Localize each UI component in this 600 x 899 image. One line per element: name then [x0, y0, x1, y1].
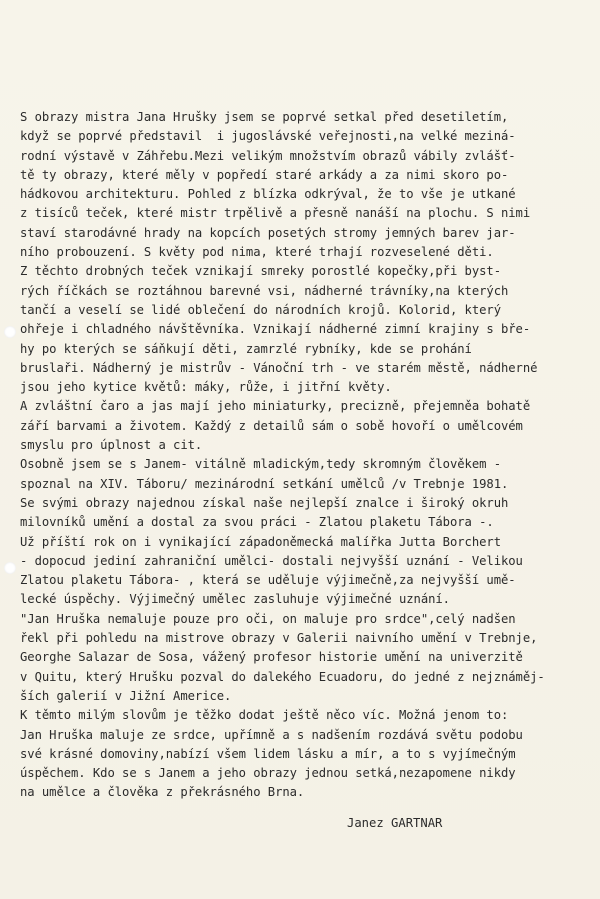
text-line: řekl při pohledu na mistrove obrazy v Galerii naivního umění v Trebnje, — [20, 631, 538, 646]
text-line: Z těchto drobných teček vznikají smreky porostlé kopečky,při byst- — [20, 264, 501, 279]
text-line: spoznal na XIV. Táboru/ mezinárodní setkání umělců /v Trebnje 1981. — [20, 476, 509, 491]
text-line: září barvami a životem. Každý z detailů sám o sobě hovoří o umělcovém — [20, 418, 523, 433]
text-line: v Quitu, který Hrušku pozval do dalekého Ecuadoru, do jedné z nejznáměj- — [20, 669, 545, 684]
text-line: ohřeje i chladného návštěvníka. Vznikají nádherné zimní krajiny s bře- — [20, 322, 531, 337]
letter-body — [20, 108, 586, 803]
text-line: smyslu pro úplnost a cit. — [20, 438, 203, 453]
text-line: z tisíců teček, které mistr trpělivě a přesně nanáší na plochu. S nimi — [20, 206, 531, 221]
text-line: Zlatou plaketu Tábora- , která se uděluje výjimečně,za nejvyšší umě- — [20, 573, 516, 588]
text-line: když se poprvé představil i jugoslávské veřejnosti,na velké meziná- — [20, 129, 516, 144]
text-line: lecké úspěchy. Výjimečný umělec zasluhuje výjimečné uznání. — [20, 592, 450, 607]
text-line: Osobně jsem se s Janem- vitálně mladickým,tedy skromným člověkem - — [20, 457, 501, 472]
text-line: Se svými obrazy najednou získal naše nejlepší znalce i široký okruh — [20, 495, 509, 510]
text-line: Už příští rok on i vynikající západoněmecká malířka Jutta Borchert — [20, 534, 501, 549]
text-line: jsou jeho kytice květů: máky, růže, i jitřní květy. — [20, 380, 392, 395]
text-line: ších galerií v Jižní Americe. — [20, 688, 232, 703]
text-line: své krásné domoviny,nabízí všem lidem lásku a mír, a to s vyjímečným — [20, 746, 516, 761]
text-line: hy po kterých se sáňkují děti, zamrzlé rybníky, kde se prohání — [20, 341, 472, 356]
text-line: A zvláštní čaro a jas mají jeho miniaturky, precizně, přejemněa bohatě — [20, 399, 531, 414]
text-line: hádkovou architekturu. Pohled z blízka odkrýval, že to vše je utkané — [20, 187, 516, 202]
text-line: K těmto milým slovům je těžko dodat ještě něco víc. Možná jenom to: — [20, 708, 509, 723]
text-line: Jan Hruška maluje ze srdce, upřímně a s nadšením rozdává světu podobu — [20, 727, 523, 742]
text-line: milovníků umění a dostal za svou práci - Zlatou plaketu Tábora -. — [20, 515, 494, 530]
text-line: bruslaři. Nádherný je mistrův - Vánoční trh - ve starém městě, nádherné — [20, 360, 538, 375]
text-line: - dopoсud jediní zahraniční umělci- dostali nejvyšší uznání - Velikou — [20, 553, 523, 568]
text-line: ního probouzení. S květy pod nima, které trhají rozveselené děti. — [20, 245, 494, 260]
text-line: tančí a veselí se lidé oblečení do národních krojů. Kolorid, který — [20, 302, 501, 317]
text-line: úspěchem. Kdo se s Janem a jeho obrazy jednou setká,nezapomene nikdy — [20, 766, 516, 781]
text-line: staví starodávné hrady na kopcích posetých stromy jemných barev jar- — [20, 225, 516, 240]
text-line: Georghe Salazar de Sosa, vážený profesor historie umění na univerzitě — [20, 650, 523, 665]
text-line: tě ty obrazy, které měly v popředí staré arkády a za nimi skoro po- — [20, 167, 509, 182]
text-line: "Jan Hruška nemaluje pouze pro oči, on maluje pro srdce",celý nadšen — [20, 611, 516, 626]
punch-hole — [4, 562, 16, 574]
text-line: S obrazy mistra Jana Hrušky jsem se poprvé setkal před desetiletím, — [20, 110, 509, 124]
text-line: na umělce a člověka z překrásného Brna. — [20, 785, 305, 800]
text-line: rých říčkách se roztáhnou barevné vsi, nádherné trávníky,na kterých — [20, 283, 509, 298]
text-line: rodní výstavě v Záhřebu.Mezi velikým množstvím obrazů vábily zvlášť- — [20, 148, 516, 163]
signature-name: Janez GARTNAR — [347, 816, 443, 830]
punch-hole — [4, 326, 16, 338]
